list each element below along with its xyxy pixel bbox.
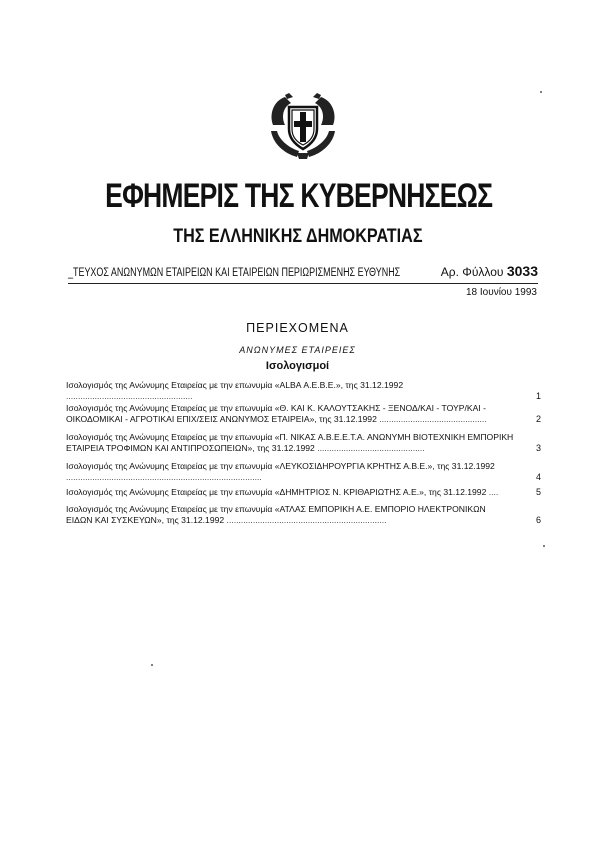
scan-speck (151, 664, 153, 666)
subsection-heading: Ισολογισμοί (265, 360, 330, 372)
scan-speck (543, 545, 545, 547)
entry-page: 6 (535, 515, 541, 525)
contents-entry[interactable]: Ισολογισμός της Ανώνυμης Εταιρείας με την επωνυμία «ΛΕΥΚΟΣΙΔΗΡΟΥΡΓΙΑ ΚΡΗΤΗΣ Α.Β.Ε.», της 31.12.1992 .................................................................................. 4 (66, 461, 541, 482)
contents-entry[interactable]: Ισολογισμός της Ανώνυμης Εταιρείας με την επωνυμία «ΔΗΜΗΤΡΙΟΣ Ν. ΚΡΙΘΑΡΙΩΤΗΣ Α.Ε.», της 31.12.1992 .... 5 (66, 487, 541, 497)
issue-header (68, 263, 538, 280)
section-heading: ΑΝΩΝΥΜΕΣ ΕΤΑΙΡΕΙΕΣ (239, 345, 356, 355)
entry-text: Ισολογισμός της Ανώνυμης Εταιρείας με την επωνυμία «ΛΕΥΚΟΣΙΔΗΡΟΥΡΓΙΑ ΚΡΗΤΗΣ Α.Β.Ε.», της 31.12.1992 (66, 461, 495, 471)
contents-entry[interactable]: Ισολογισμός της Ανώνυμης Εταιρείας με την επωνυμία «ALBA Α.Ε.Β.Ε.», της 31.12.1992 ..................................................... 1 (66, 380, 541, 401)
contents-entry[interactable]: Ισολογισμός της Ανώνυμης Εταιρείας με την επωνυμία «Π. ΝΙΚΑΣ Α.Β.Ε.Ε.Τ.Α. ΑΝΩΝΥΜΗ ΒΙΟΤΕΧΝΙΚΗ ΕΜΠΟΡΙΚΗ ΕΤΑΙΡΕΙΑ ΤΡΟΦΙΜΩΝ ΚΑΙ ΑΝΤΙΠΡΟΣΩΠΕΙΩΝ», της 31.12.1992 ............................................. 3 (66, 432, 541, 453)
entry-page: 3 (535, 443, 541, 453)
contents-entry[interactable]: Ισολογισμός της Ανώνυμης Εταιρείας με την επωνυμία «Θ. ΚΑΙ Κ. ΚΑΛΟΥΤΣΑΚΗΣ - ΞΕΝΟΔ/ΚΑΙ - ΤΟΥΡ/ΚΑΙ - ΟΙΚΟΔΟΜΙΚΑΙ - ΑΓΡΟΤΙΚΑΙ ΕΠΙΧ/ΣΕΙΣ ΑΝΩΝΥΜΟΣ ΕΤΑΙΡΕΙΑ», της 31.12.1992 ............................................. 2 (66, 403, 541, 424)
entry-text: Ισολογισμός της Ανώνυμης Εταιρείας με την επωνυμία «ΑΤΛΑΣ ΕΜΠΟΡΙΚΗ Α.Ε. ΕΜΠΟΡΙΟ ΗΛΕΚΤΡΟΝΙΚΩΝ ΕΙΔΩΝ ΚΑΙ ΣΥΣΚΕΥΩΝ», της 31.12.1992 (66, 504, 486, 525)
sheet-number (441, 264, 538, 279)
contents-heading: ΠΕΡΙΕΧΟΜΕΝΑ (246, 321, 349, 335)
entry-text: Ισολογισμός της Ανώνυμης Εταιρείας με την επωνυμία «ΔΗΜΗΤΡΙΟΣ Ν. ΚΡΙΘΑΡΙΩΤΗΣ Α.Ε.», της 31.12.1992 (66, 487, 487, 497)
scan-speck (540, 91, 542, 93)
entry-text: Ισολογισμός της Ανώνυμης Εταιρείας με την επωνυμία «Θ. ΚΑΙ Κ. ΚΑΛΟΥΤΣΑΚΗΣ - ΞΕΝΟΔ/ΚΑΙ - ΤΟΥΡ/ΚΑΙ - ΟΙΚΟΔΟΜΙΚΑΙ - ΑΓΡΟΤΙΚΑΙ ΕΠΙΧ/ΣΕΙΣ ΑΝΩΝΥΜΟΣ ΕΤΑΙΡΕΙΑ», της 31.12.1992 (66, 403, 486, 424)
issue-series: _ΤΕΥΧΟΣ ΑΝΩΝΥΜΩΝ ΕΤΑΙΡΕΙΩΝ ΚΑΙ ΕΤΑΙΡΕΙΩΝ ΠΕΡΙΩΡΙΣΜΕΝΗΣ ΕΥΘΥΝΗΣ (68, 267, 401, 279)
gazette-subtitle: ΤΗΣ ΕΛΛΗΝΙΚΗΣ ΔΗΜΟΚΡΑΤΙΑΣ (173, 226, 423, 247)
header-rule (68, 283, 538, 284)
entry-text: Ισολογισμός της Ανώνυμης Εταιρείας με την επωνυμία «ALBA Α.Ε.Β.Ε.», της 31.12.1992 (66, 380, 404, 390)
entry-page: 1 (535, 391, 541, 401)
contents-entry[interactable]: Ισολογισμός της Ανώνυμης Εταιρείας με την επωνυμία «ΑΤΛΑΣ ΕΜΠΟΡΙΚΗ Α.Ε. ΕΜΠΟΡΙΟ ΗΛΕΚΤΡΟΝΙΚΩΝ ΕΙΔΩΝ ΚΑΙ ΣΥΣΚΕΥΩΝ», της 31.12.1992 ................................................................... 6 (66, 504, 541, 525)
entry-page: 4 (535, 472, 541, 482)
greek-coat-of-arms-icon (263, 89, 343, 163)
sheet-number-value: 3033 (506, 263, 538, 279)
entry-text: Ισολογισμός της Ανώνυμης Εταιρείας με την επωνυμία «Π. ΝΙΚΑΣ Α.Β.Ε.Ε.Τ.Α. ΑΝΩΝΥΜΗ ΒΙΟΤΕΧΝΙΚΗ ΕΜΠΟΡΙΚΗ ΕΤΑΙΡΕΙΑ ΤΡΟΦΙΜΩΝ ΚΑΙ ΑΝΤΙΠΡΟΣΩΠΕΙΩΝ», της 31.12.1992 (66, 432, 514, 453)
sheet-label: Αρ. Φύλλου (440, 265, 504, 279)
gazette-title: ΕΦΗΜΕΡΙΣ ΤΗΣ ΚΥΒΕΡΝΗΣΕΩΣ (105, 177, 493, 215)
entry-page: 2 (535, 414, 541, 424)
entry-page: 5 (535, 487, 541, 497)
issue-date: 18 Ιουνίου 1993 (466, 287, 537, 298)
